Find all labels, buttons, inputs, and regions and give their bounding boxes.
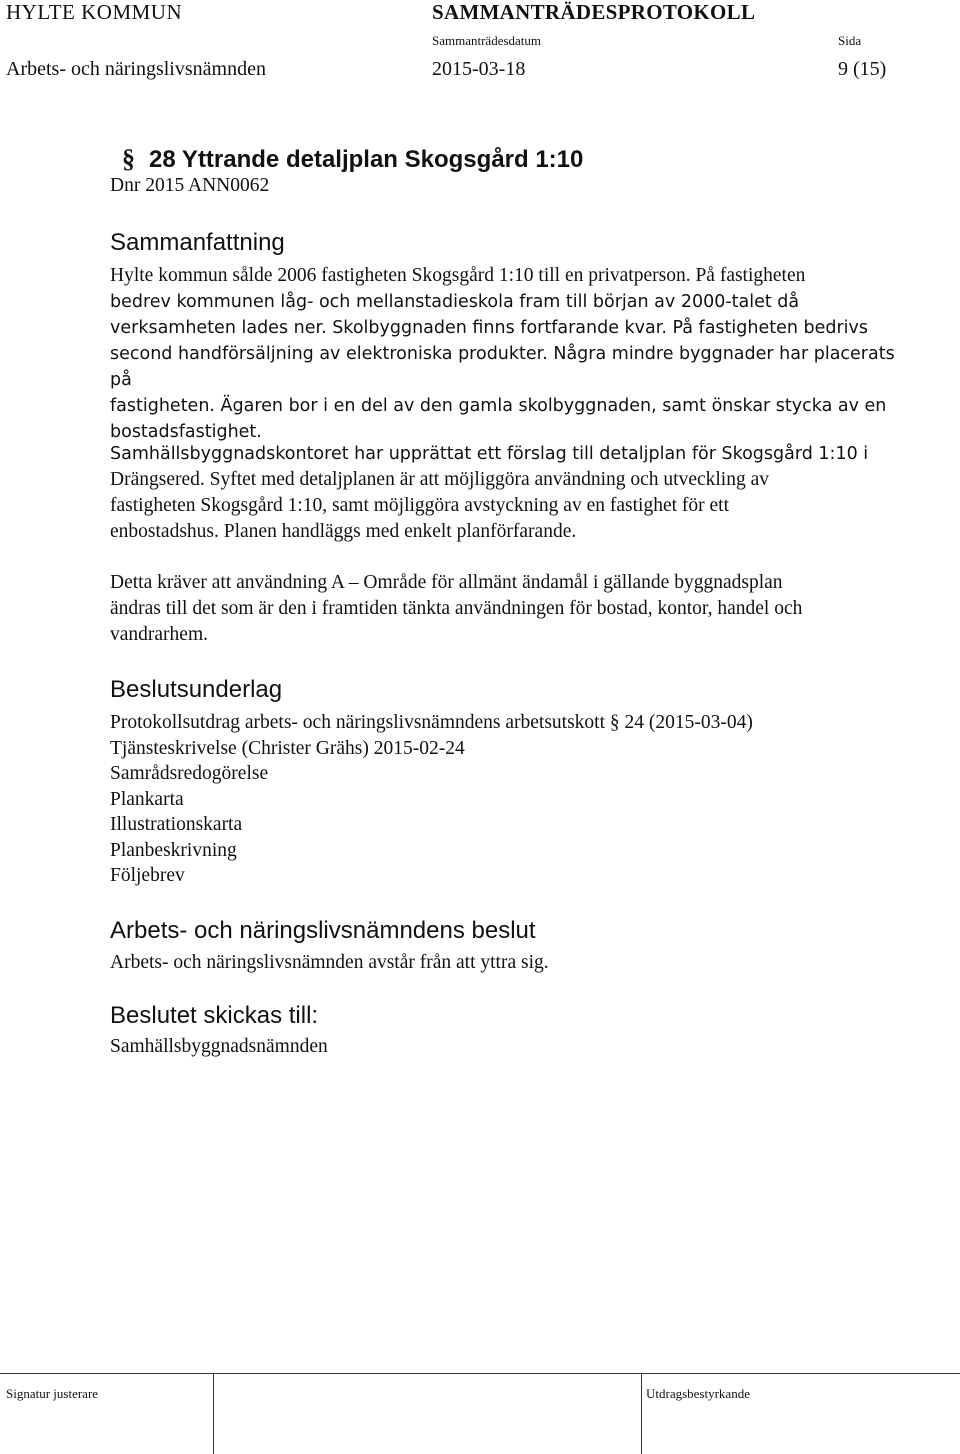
text-line: bostadsfastighet. [110,422,262,442]
basis-item: Planbeskrivning [110,839,237,861]
text-line: Hylte kommun sålde 2006 fastigheten Skogsgård 1:10 till en privatperson. På fastigheten [110,265,806,286]
summary-heading: Sammanfattning [110,229,285,256]
item-title-text: 28 Yttrande detaljplan Skogsgård 1:10 [149,146,584,173]
date-label: Sammanträdesdatum [432,33,542,48]
summary-paragraph-1 [110,263,910,445]
section-symbol: § [122,144,135,173]
basis-heading: Beslutsunderlag [110,676,283,703]
decision-heading: Arbets- och näringslivsnämndens beslut [110,917,536,944]
certified-label: Utdragsbestyrkande [646,1386,750,1401]
item-title [122,144,583,174]
case-number: Dnr 2015 ANN0062 [110,175,270,196]
basis-item: Följebrev [110,865,185,886]
text-line: ändras till det som är den i framtiden tänkta användningen för bostad, kontor, handel och [110,598,803,619]
text-line: second handförsäljning av elektroniska produkter. Några mindre byggnader har placerats på [110,344,895,390]
basis-item: Illustrationskarta [110,814,243,835]
text-line: fastigheten. Ägaren bor i en del av den gamla skolbyggnaden, samt önskar stycka av en [110,396,887,416]
meeting-date: 2015-03-18 [432,58,526,80]
summary-paragraph-3 [110,570,910,648]
committee-name: Arbets- och näringslivsnämnden [6,58,266,80]
text-line: fastigheten Skogsgård 1:10, samt möjliggöra avstyckning av en fastighet för ett [110,495,729,516]
footer-divider [0,1373,960,1374]
basis-list [110,710,910,889]
org-name: HYLTE KOMMUN [6,0,183,24]
document-type: SAMMANTRÄDESPROTOKOLL [432,0,756,24]
basis-item: Samrådsredogörelse [110,763,269,784]
send-to-recipient: Samhällsbyggnadsnämnden [110,1036,328,1057]
signature-label: Signatur justerare [6,1386,99,1401]
page-number: 9 (15) [838,58,887,80]
basis-item: Protokollsutdrag arbets- och näringslivsnämndens arbetsutskott § 24 (2015-03-04) [110,712,753,733]
page-label: Sida [838,33,862,48]
text-line: vandrarhem. [110,624,208,645]
send-to-heading: Beslutet skickas till: [110,1002,319,1029]
summary-paragraph-2 [110,441,910,545]
decision-text: Arbets- och näringslivsnämnden avstår från att yttra sig. [110,952,549,973]
text-line: bedrev kommunen låg- och mellanstadieskola fram till början av 2000-talet då [110,292,800,312]
basis-item: Tjänsteskrivelse (Christer Grähs) 2015-02-24 [110,737,465,759]
text-line: Drängsered. Syftet med detaljplanen är att möjliggöra användning och utveckling av [110,469,770,490]
footer-divider-right [641,1373,642,1454]
text-line: enbostadshus. Planen handläggs med enkelt planförfarande. [110,521,577,542]
footer-divider-left [213,1373,214,1454]
text-line: Samhällsbyggnadskontoret har upprättat ett förslag till detaljplan för Skogsgård 1:10 i [110,444,869,464]
text-line: verksamheten lades ner. Skolbyggnaden finns fortfarande kvar. På fastigheten bedrivs [110,318,869,338]
basis-item: Plankarta [110,788,184,810]
text-line: Detta kräver att användning A – Område för allmänt ändamål i gällande byggnadsplan [110,572,783,593]
